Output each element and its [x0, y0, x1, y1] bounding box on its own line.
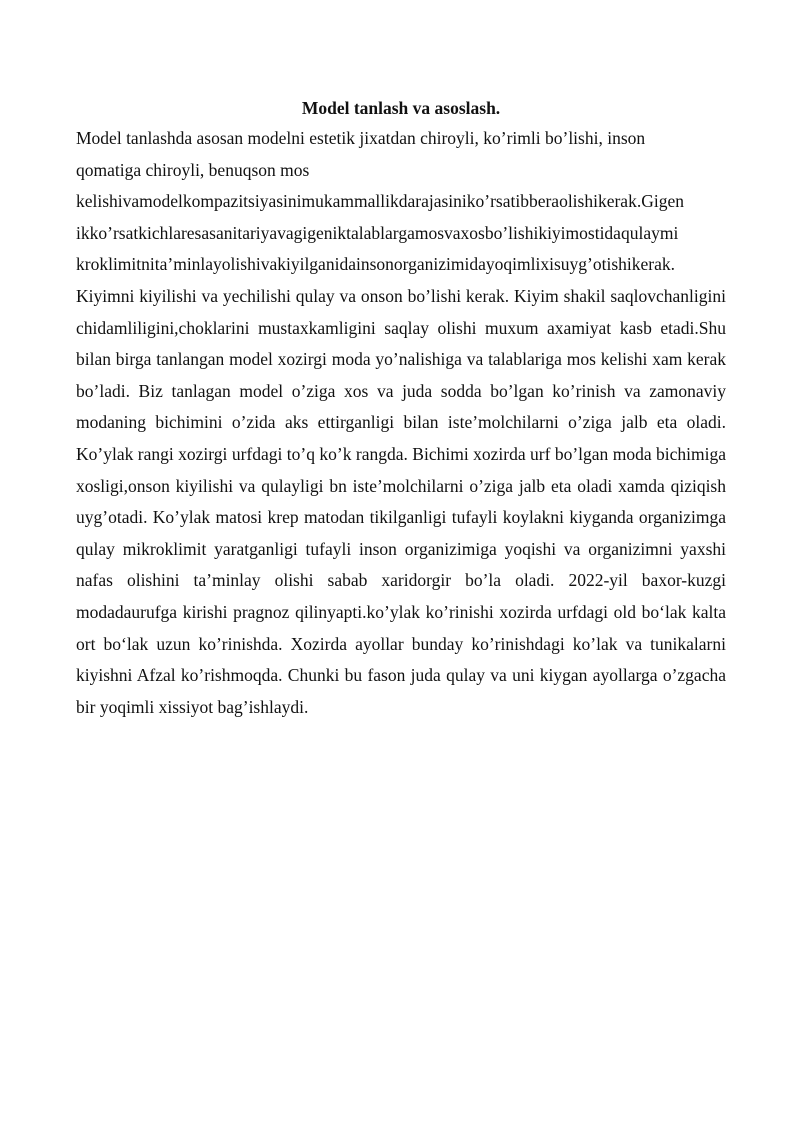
document-title: Model tanlash va asoslash.: [301, 98, 501, 118]
main-paragraph: Kiyimni kiyilishi va yechilishi qulay va onson bo’lishi kerak. Kiyim shakil saqlovchanligini chidamliligini,choklarini mustaxkamligini saqlay olishi muxum axamiyat kasb etadi.Shu bilan birga tanlangan model xozirgi moda yo’nalishiga va talablariga mos kelishi xam kerak bo’ladi. Biz tanlagan model o’ziga xos va juda sodda bo’lgan ko’rinish va zamonaviy modaning bichimini o’zida aks ettirganligi bilan iste’molchilarni o’ziga jalb eta oladi. Ko’ylak rangi xozirgi urfdagi to’q ko’k rangda. Bichimi xozirda urf bo’lgan moda bichimiga xosligi,onson kiyilishi va qulayligi bn iste’molchilarni o’ziga jalb eta oladi xamda qiziqish uyg’otadi. Ko’ylak matosi krep matodan tikilganligi tufayli koylakni kiyganda organizimga qulay mikroklimit yaratganligi tufayli inson organizimiga yoqishi va organizimni yaxshi nafas olishini ta’minlay olishi sabab xaridorgir bo’la oladi. 2022-yil baxor-kuzgi modadaurufga kirishi pragnoz qilinyapti.ko’ylak ko’rinishi xozirda urfdagi old bo‘lak kalta ort bo‘lak uzun ko’rinishda. Xozirda ayollar bunday ko’rinishdagi ko’lak va tunikalarni kiyishni Afzal ko’rishmoqda. Chunki bu fason juda qulay va uni kiygan ayollarga o’zgacha bir yoqimli xissiyot bag’ishlaydi.: [76, 285, 726, 717]
intro-line-1: Model tanlashda asosan modelni estetik jixatdan chiroyli, ko’rimli bo’lishi, inson: [76, 128, 646, 148]
intro-line-5: kroklimitnita’minlayolishivakiyilganidainsonorganizimidayoqimlixisuyg’otishikerak.: [76, 254, 675, 275]
intro-line-4: ikko’rsatkichlaresasanitariyavagigeniktalablargamosvaxosbo’lishikiyimostidaqulaymi: [76, 222, 679, 243]
document-page: [76, 96, 726, 723]
intro-line-3: kelishivamodelkompazitsiyasinimukammallikdarajasiniko’rsatibberaolishikerak.Gigen: [76, 191, 684, 212]
intro-line-2: qomatiga chiroyli, benuqson mos: [76, 159, 310, 180]
